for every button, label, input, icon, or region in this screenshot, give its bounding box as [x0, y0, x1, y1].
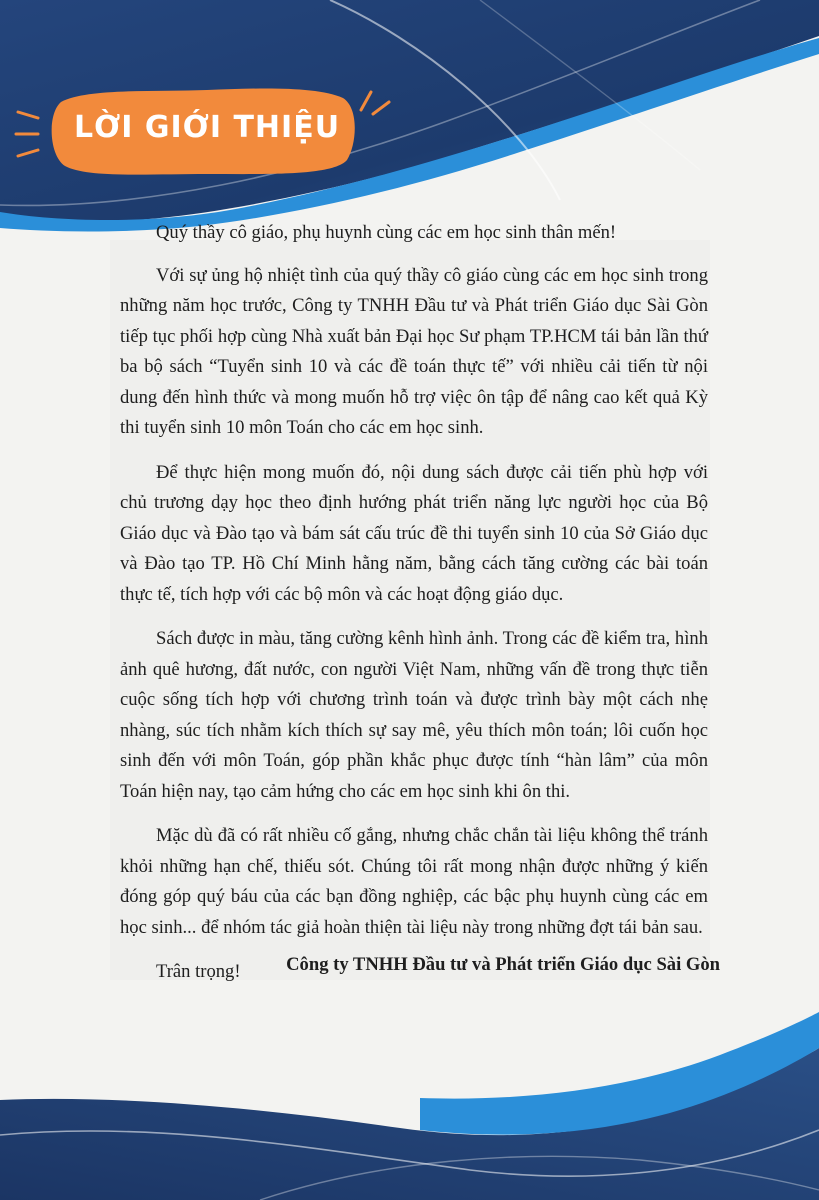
title-badge	[47, 84, 359, 178]
paragraph: Để thực hiện mong muốn đó, nội dung sách được cải tiến phù hợp với chủ trương dạy học theo định hướng phát triển năng lực người học của Bộ Giáo dục và Đào tạo và bám sát cấu trúc đề thi tuyển sinh 10 của Sở Giáo dục và Đào tạo TP. Hồ Chí Minh hằng năm, bằng cách tăng cường các bài toán thực tế, tích hợp với các bộ môn và các hoạt động giáo dục.	[120, 461, 708, 605]
closing-line: Trân trọng!	[156, 961, 241, 982]
paragraph: Sách được in màu, tăng cường kênh hình ảnh. Trong các đề kiểm tra, hình ảnh quê hương, đất nước, con người Việt Nam, những vấn đề trong thực tiễn cuộc sống tích hợp với chương trình toán và được trình bày một cách nhẹ nhàng, súc tích nhằm kích thích sự say mê, yêu thích môn toán; lôi cuốn học sinh đến với môn Toán, góp phần khắc phục được tính “hàn lâm” của môn Toán hiện nay, tạo cảm hứng cho các em học sinh khi ôn thi.	[120, 628, 708, 802]
paragraph: Mặc dù đã có rất nhiều cố gắng, nhưng chắc chắn tài liệu không thể tránh khỏi những hạn chế, thiếu sót. Chúng tôi rất mong nhận được những ý kiến đóng góp quý báu của các bạn đồng nghiệp, các bậc phụ huynh cùng các em học sinh... để nhóm tác giả hoàn thiện tài liệu này trong những đợt tái bản sau.	[120, 825, 708, 938]
intro-content	[120, 218, 708, 1006]
badge-rays-left	[14, 104, 50, 164]
signature: Công ty TNHH Đầu tư và Phát triển Giáo dục Sài Gòn	[286, 954, 720, 975]
greeting: Quý thầy cô giáo, phụ huynh cùng các em học sinh thân mến!	[156, 222, 617, 243]
paragraph: Với sự ủng hộ nhiệt tình của quý thầy cô giáo cùng các em học sinh trong những năm học trước, Công ty TNHH Đầu tư và Phát triển Giáo dục Sài Gòn tiếp tục phối hợp cùng Nhà xuất bản Đại học Sư phạm TP.HCM tái bản lần thứ ba bộ sách “Tuyển sinh 10 và các đề toán thực tế” với nhiều cải tiến từ nội dung đến hình thức và mong muốn hỗ trợ việc ôn tập để nâng cao kết quả Kỳ thi tuyển sinh 10 môn Toán cho các em học sinh.	[120, 264, 708, 438]
badge-rays-right	[355, 80, 395, 120]
page-title: LỜI GIỚI THIỆU	[73, 110, 341, 145]
